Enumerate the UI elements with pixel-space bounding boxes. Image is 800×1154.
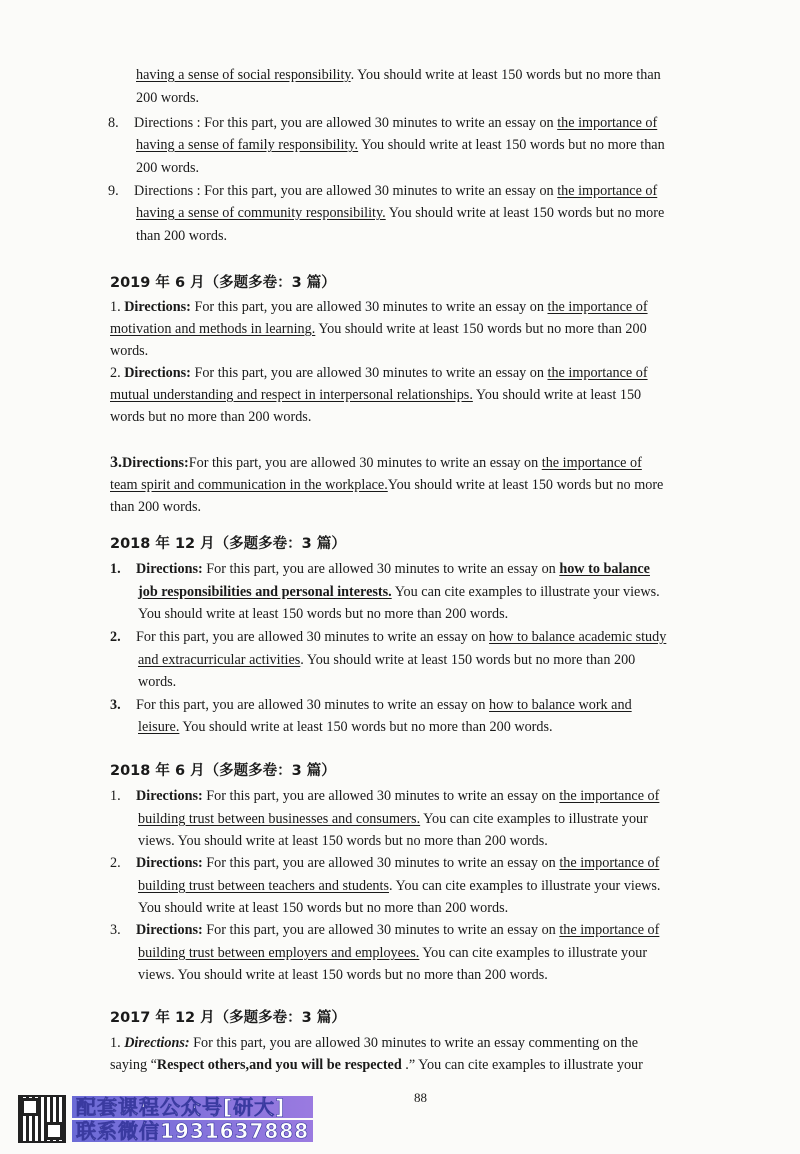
item-7-line-2: 200 words.	[136, 90, 200, 106]
2017-12-item-1-line-1: 1. Directions: For this part, you are allowed 30 minutes to write an essay commenting on the	[110, 1035, 638, 1051]
2019-06-item-3-line-2: team spirit and communication in the workplace.You should write at least 150 words but no more	[110, 477, 664, 493]
item-8-line-3: 200 words.	[136, 160, 200, 176]
2018-12-item-2-line-3: words.	[138, 674, 177, 690]
2018-06-item-1-line-3: views. You should write at least 150 words but no more than 200 words.	[138, 833, 548, 849]
promo-banner	[18, 1095, 313, 1143]
2018-06-item-2-line-3: You should write at least 150 words but no more than 200 words.	[138, 900, 509, 916]
2018-12-item-1-line-2: job responsibilities and personal interests. You can cite examples to illustrate your views.	[138, 584, 660, 600]
2018-12-item-1-line-3: You should write at least 150 words but no more than 200 words.	[138, 606, 509, 622]
promo-line-1: 配套课程公众号[研大]	[72, 1096, 313, 1118]
2018-06-item-1-line-1: 1. Directions: For this part, you are allowed 30 minutes to write an essay on the importance of	[110, 788, 660, 804]
item-9-line-2: having a sense of community responsibility. You should write at least 150 words but no more	[136, 205, 665, 221]
2018-12-item-3-line-2: leisure. You should write at least 150 words but no more than 200 words.	[138, 719, 553, 735]
page-number: 88	[414, 1090, 427, 1105]
heading-2018-12: 2018 年 12 月（多题多卷：3 篇）	[110, 536, 346, 552]
item-7-line-1: having a sense of social responsibility. You should write at least 150 words but no more than	[136, 67, 661, 83]
2017-12-item-1-line-2: saying “Respect others,and you will be respected .” You can cite examples to illustrate your	[110, 1057, 643, 1073]
heading-2019-06: 2019 年 6 月（多题多卷：3 篇）	[110, 275, 336, 291]
2018-12-item-3-line-1: 3. For this part, you are allowed 30 minutes to write an essay on how to balance work and	[110, 697, 632, 713]
item-9-line-3: than 200 words.	[136, 228, 228, 244]
2018-06-item-2-line-1: 2. Directions: For this part, you are allowed 30 minutes to write an essay on the importance of	[110, 855, 660, 871]
item-8-line-1: 8. Directions : For this part, you are allowed 30 minutes to write an essay on the importance of	[108, 115, 658, 131]
2019-06-item-2-line-3: words but no more than 200 words.	[110, 409, 312, 425]
heading-2017-12: 2017 年 12 月（多题多卷：3 篇）	[110, 1010, 346, 1026]
item-9-line-1: 9. Directions : For this part, you are allowed 30 minutes to write an essay on the importance of	[108, 183, 658, 199]
heading-2018-06: 2018 年 6 月（多题多卷：3 篇）	[110, 763, 336, 779]
2019-06-item-2-line-1: 2. Directions: For this part, you are allowed 30 minutes to write an essay on the importance of	[110, 365, 648, 381]
qr-code-icon	[18, 1095, 66, 1143]
2019-06-item-3-line-1: 3.Directions:For this part, you are allowed 30 minutes to write an essay on the importance of	[110, 454, 642, 471]
2018-12-item-1-line-1: 1. Directions: For this part, you are allowed 30 minutes to write an essay on how to balance	[110, 561, 650, 577]
2018-12-item-2-line-2: and extracurricular activities. You should write at least 150 words but no more than 200	[138, 652, 636, 668]
2018-12-item-2-line-1: 2. For this part, you are allowed 30 minutes to write an essay on how to balance academic study	[110, 629, 667, 645]
2018-06-item-2-line-2: building trust between teachers and students. You can cite examples to illustrate your views.	[138, 878, 661, 894]
item-8-line-2: having a sense of family responsibility. You should write at least 150 words but no more than	[136, 137, 665, 153]
2019-06-item-2-line-2: mutual understanding and respect in interpersonal relationships. You should write at least 150	[110, 387, 642, 403]
2019-06-item-1-line-2: motivation and methods in learning. You should write at least 150 words but no more than 200	[110, 321, 647, 337]
2018-06-item-3-line-1: 3. Directions: For this part, you are allowed 30 minutes to write an essay on the importance of	[110, 922, 660, 938]
2018-06-item-3-line-2: building trust between employers and employees. You can cite examples to illustrate your	[138, 945, 648, 961]
2018-06-item-3-line-3: views. You should write at least 150 words but no more than 200 words.	[138, 967, 548, 983]
2018-06-item-1-line-2: building trust between businesses and consumers. You can cite examples to illustrate your	[138, 811, 648, 827]
2019-06-item-3-line-3: than 200 words.	[110, 499, 202, 515]
promo-banner-text	[72, 1096, 313, 1142]
promo-line-2: 联系微信1931637888	[72, 1120, 313, 1142]
2019-06-item-1-line-3: words.	[110, 343, 149, 359]
2019-06-item-1-line-1: 1. Directions: For this part, you are allowed 30 minutes to write an essay on the importance of	[110, 299, 648, 315]
